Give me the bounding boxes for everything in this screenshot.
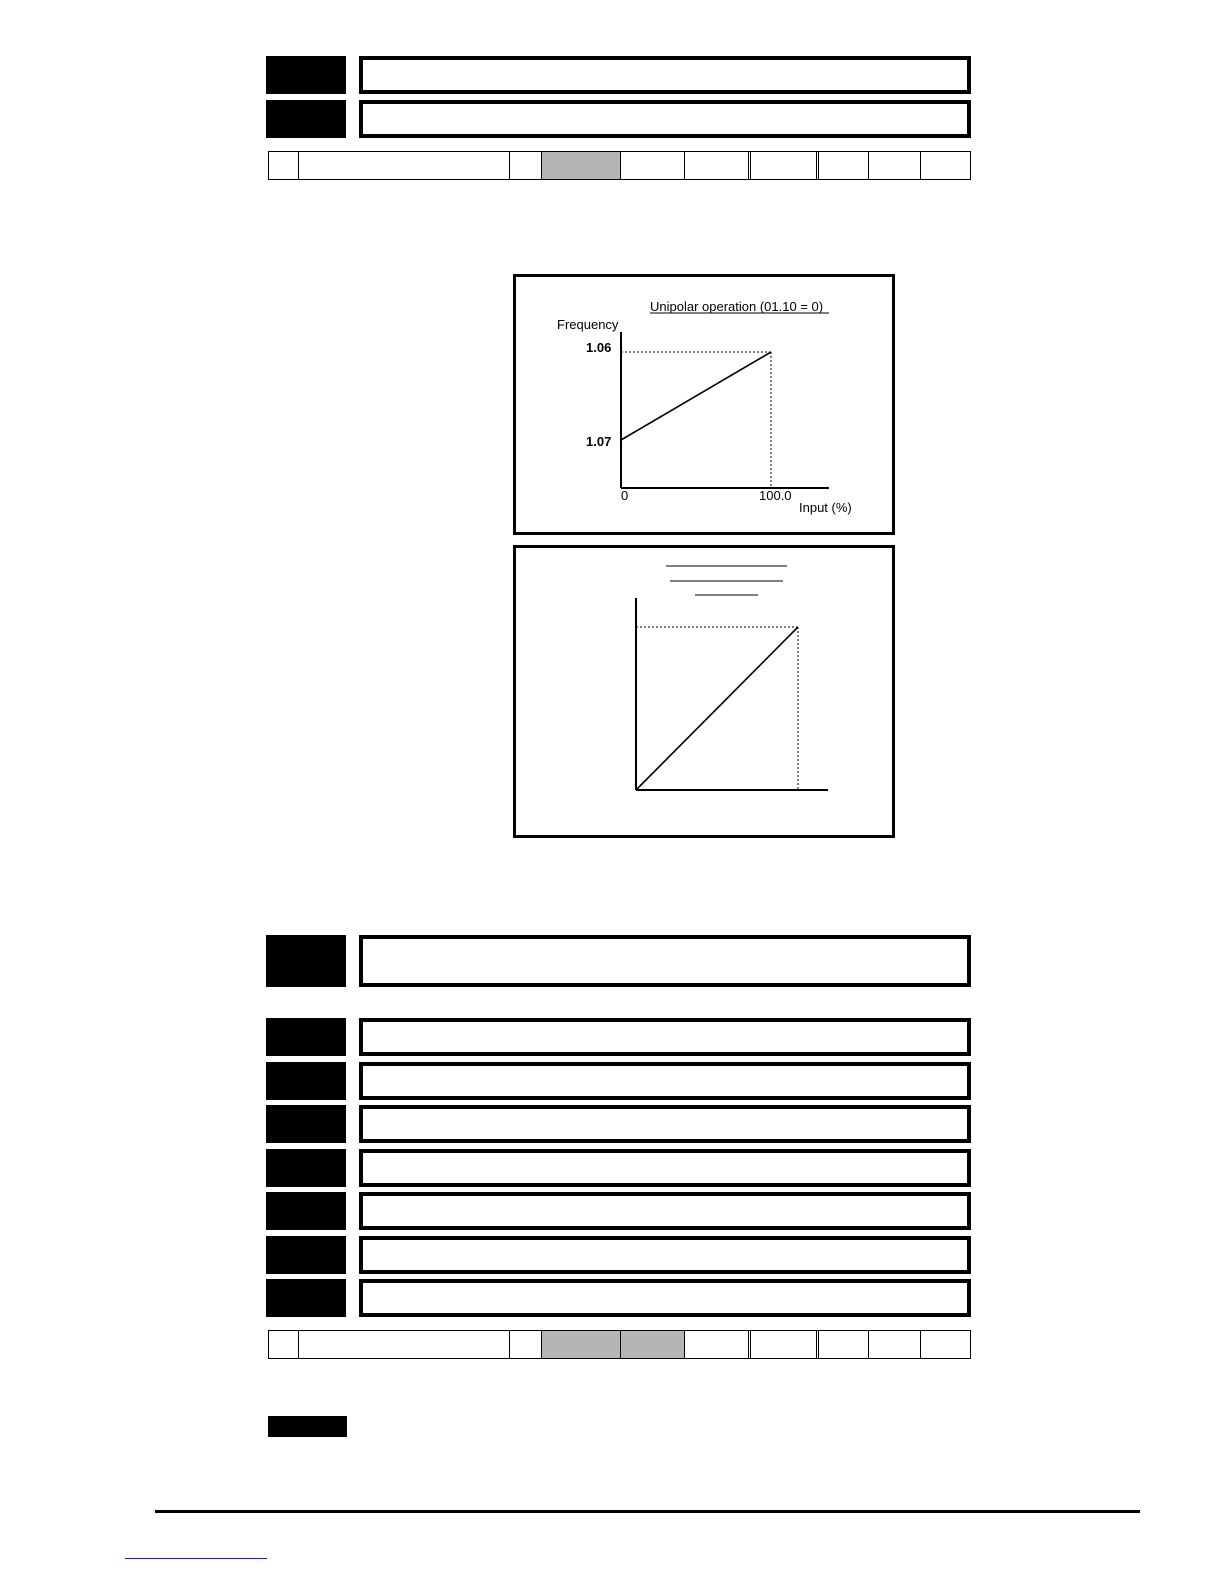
param-code-block-8 <box>266 1192 346 1230</box>
param-title-box-10 <box>359 1279 971 1317</box>
ramp-line <box>621 352 771 440</box>
graph-title: Unipolar operation (01.10 = 0) <box>650 299 824 314</box>
param-title-box-7 <box>359 1149 971 1187</box>
attr-cell-shaded <box>542 152 621 179</box>
param-code-block-9 <box>266 1236 346 1274</box>
x-end-label: 100.0 <box>759 488 792 503</box>
y-upper-label: 1.06 <box>586 340 612 355</box>
attr-cell-shaded <box>542 1331 621 1358</box>
param-title-box-8 <box>359 1192 971 1230</box>
footer-rule <box>155 1510 1140 1513</box>
attr-cell <box>269 152 299 179</box>
x-axis-label: Input (%) <box>799 500 852 515</box>
attr-cell <box>819 1331 869 1358</box>
param-title-box-4 <box>359 1018 971 1056</box>
param-code-block-1 <box>266 56 346 94</box>
param-title-box-6 <box>359 1105 971 1143</box>
attr-cell <box>269 1331 299 1358</box>
unipolar-graph-frame <box>513 274 895 535</box>
attr-cell <box>685 152 751 179</box>
attr-cell <box>299 1331 510 1358</box>
attr-cell-shaded <box>621 1331 685 1358</box>
param-title-box-5 <box>359 1062 971 1100</box>
attr-cell <box>751 1331 819 1358</box>
param-code-block-4 <box>266 1018 346 1056</box>
param-code-block-7 <box>266 1149 346 1187</box>
attr-cell <box>819 152 869 179</box>
param-title-box-9 <box>359 1236 971 1274</box>
ramp-line <box>636 627 798 790</box>
attr-cell <box>921 1331 970 1358</box>
unipolar-graph <box>516 277 892 532</box>
attr-cell <box>685 1331 751 1358</box>
param-code-block-10 <box>266 1279 346 1317</box>
attribute-row-2 <box>268 1330 971 1359</box>
attr-cell <box>510 1331 542 1358</box>
param-code-block-2 <box>266 100 346 138</box>
second-graph-frame <box>513 545 895 838</box>
note-label-bar <box>268 1416 347 1437</box>
y-lower-label: 1.07 <box>586 434 612 449</box>
attr-cell <box>621 152 685 179</box>
param-title-box-1 <box>359 56 971 94</box>
second-graph <box>516 548 892 835</box>
param-code-block-6 <box>266 1105 346 1143</box>
param-code-block-3 <box>266 935 346 987</box>
y-axis-label: Frequency <box>557 317 619 332</box>
param-title-box-2 <box>359 100 971 138</box>
footer-link-underline[interactable] <box>125 1558 267 1559</box>
attr-cell <box>869 152 921 179</box>
attribute-row-1 <box>268 151 971 180</box>
attr-cell <box>751 152 819 179</box>
attr-cell <box>299 152 510 179</box>
attr-cell <box>921 152 970 179</box>
attr-cell <box>869 1331 921 1358</box>
x-start-label: 0 <box>621 488 629 503</box>
attr-cell <box>510 152 542 179</box>
param-title-box-3 <box>359 935 971 987</box>
param-code-block-5 <box>266 1062 346 1100</box>
